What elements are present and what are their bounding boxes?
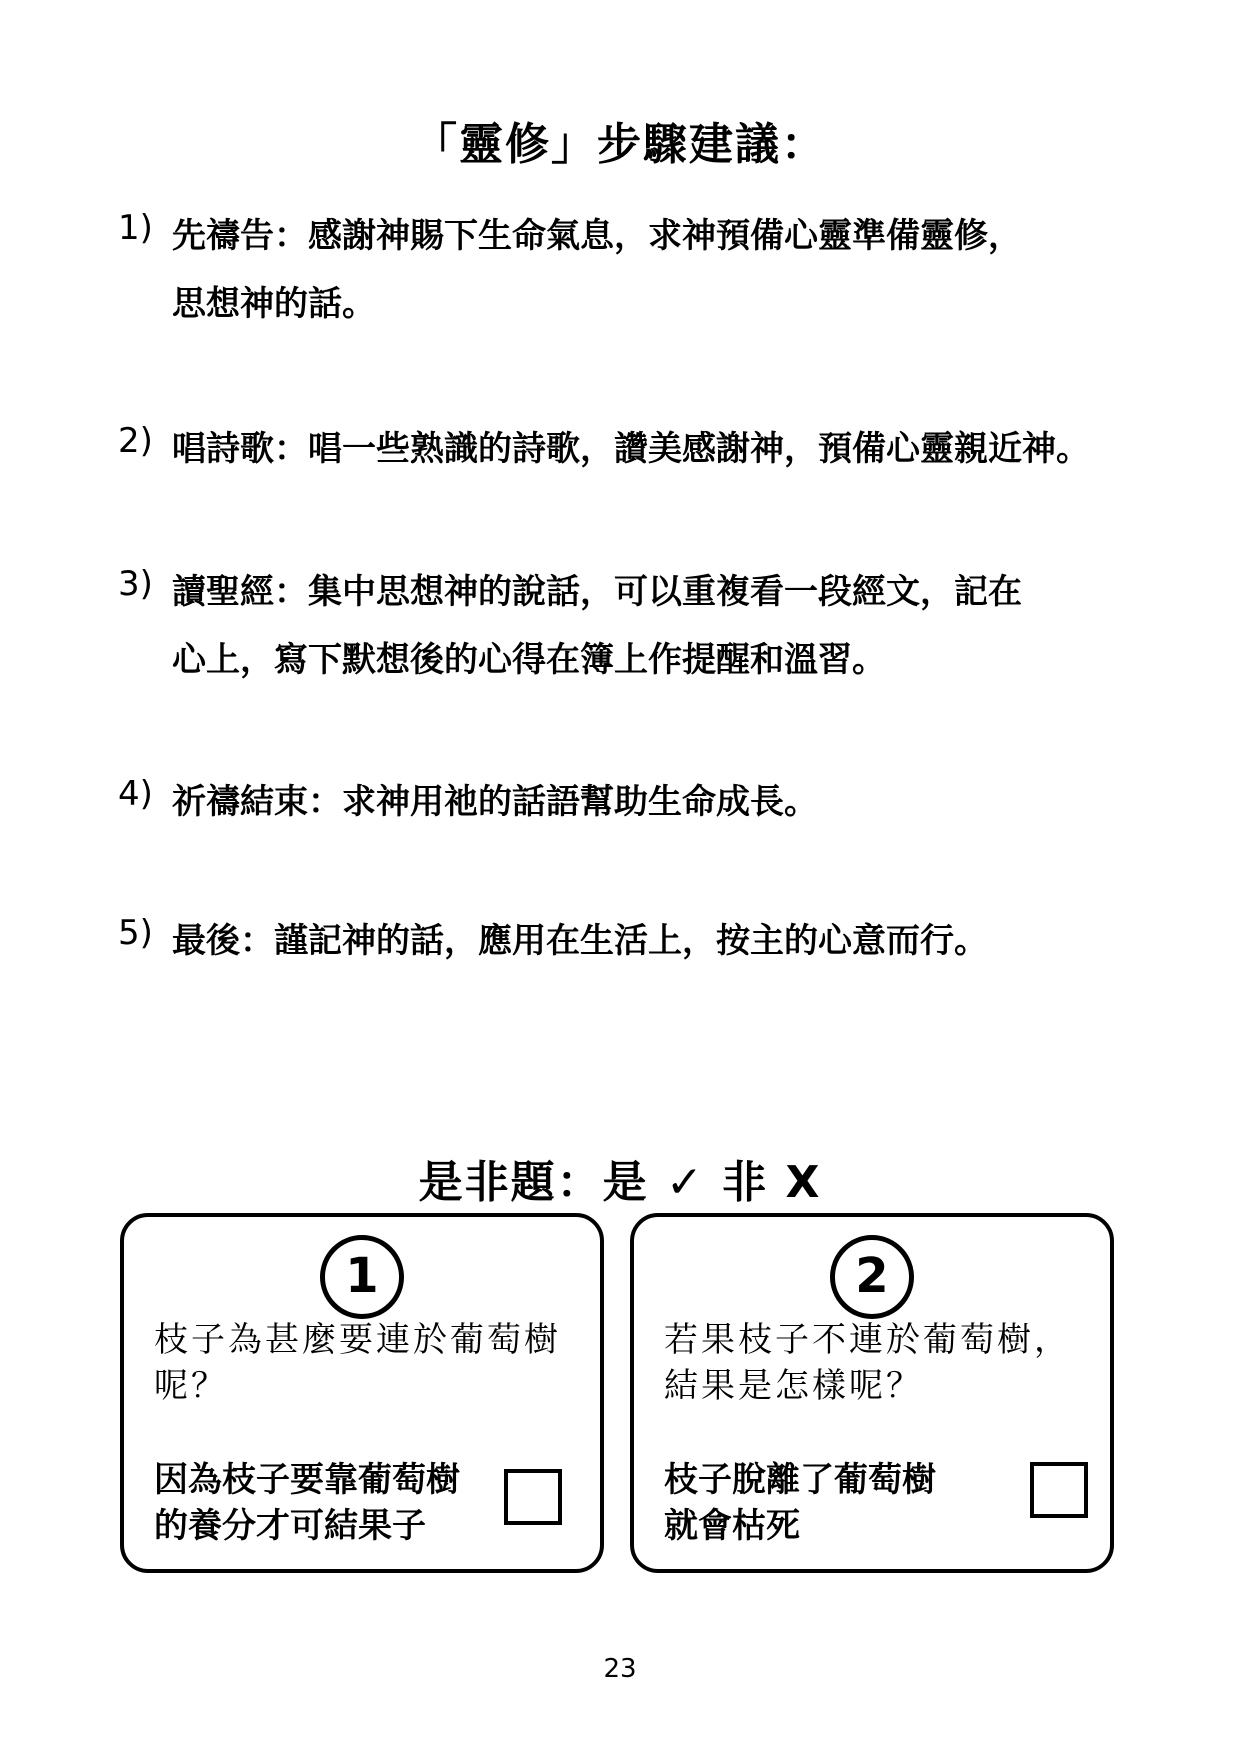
step-text-line: 思想神的話。 — [172, 284, 376, 324]
step-text-line: 先禱告：感謝神賜下生命氣息，求神預備心靈準備靈修， — [172, 216, 1022, 256]
answer-line: 枝子脫離了葡萄樹 — [664, 1460, 936, 1500]
step-text-line: 祈禱結束：求神用祂的話語幫助生命成長。 — [172, 782, 818, 822]
answer-checkbox[interactable] — [1030, 1462, 1088, 1518]
answer-line: 因為枝子要靠葡萄樹 — [154, 1460, 460, 1500]
question-number-badge: 2 — [830, 1235, 914, 1319]
quiz-card-2 — [630, 1213, 1114, 1573]
step-number: 4) — [118, 774, 153, 814]
answer-line: 的養分才可結果子 — [154, 1506, 426, 1546]
step-number: 5) — [118, 913, 153, 953]
page-title: 「靈修」步驟建議： — [413, 119, 827, 170]
step-text-line: 心上，寫下默想後的心得在簿上作提醒和溫習。 — [172, 640, 886, 680]
step-number: 3) — [118, 564, 153, 604]
answer-line: 就會枯死 — [664, 1506, 800, 1546]
page-number: 23 — [603, 1654, 637, 1684]
question-text: 枝子為甚麼要連於葡萄樹呢？ — [154, 1320, 561, 1406]
step-number: 2) — [118, 421, 153, 461]
quiz-card-1 — [120, 1213, 604, 1573]
question-line: 結果是怎樣呢？ — [664, 1366, 923, 1406]
step-text-line: 讀聖經：集中思想神的說話，可以重複看一段經文，記在 — [172, 572, 1022, 612]
answer-checkbox[interactable] — [504, 1469, 562, 1525]
question-text — [664, 1317, 1104, 1409]
question-number-badge: 1 — [320, 1235, 404, 1319]
answer-statement — [154, 1457, 494, 1549]
step-text-line: 最後：謹記神的話，應用在生活上，按主的心意而行。 — [172, 921, 988, 961]
quiz-title: 是非題：是 ✓ 非 X — [418, 1157, 822, 1208]
step-number: 1) — [118, 208, 153, 248]
question-line: 若果枝子不連於葡萄樹， — [664, 1320, 1071, 1360]
step-text-line: 唱詩歌：唱一些熟識的詩歌，讚美感謝神，預備心靈親近神。 — [172, 429, 1090, 469]
answer-statement — [664, 1457, 1004, 1549]
